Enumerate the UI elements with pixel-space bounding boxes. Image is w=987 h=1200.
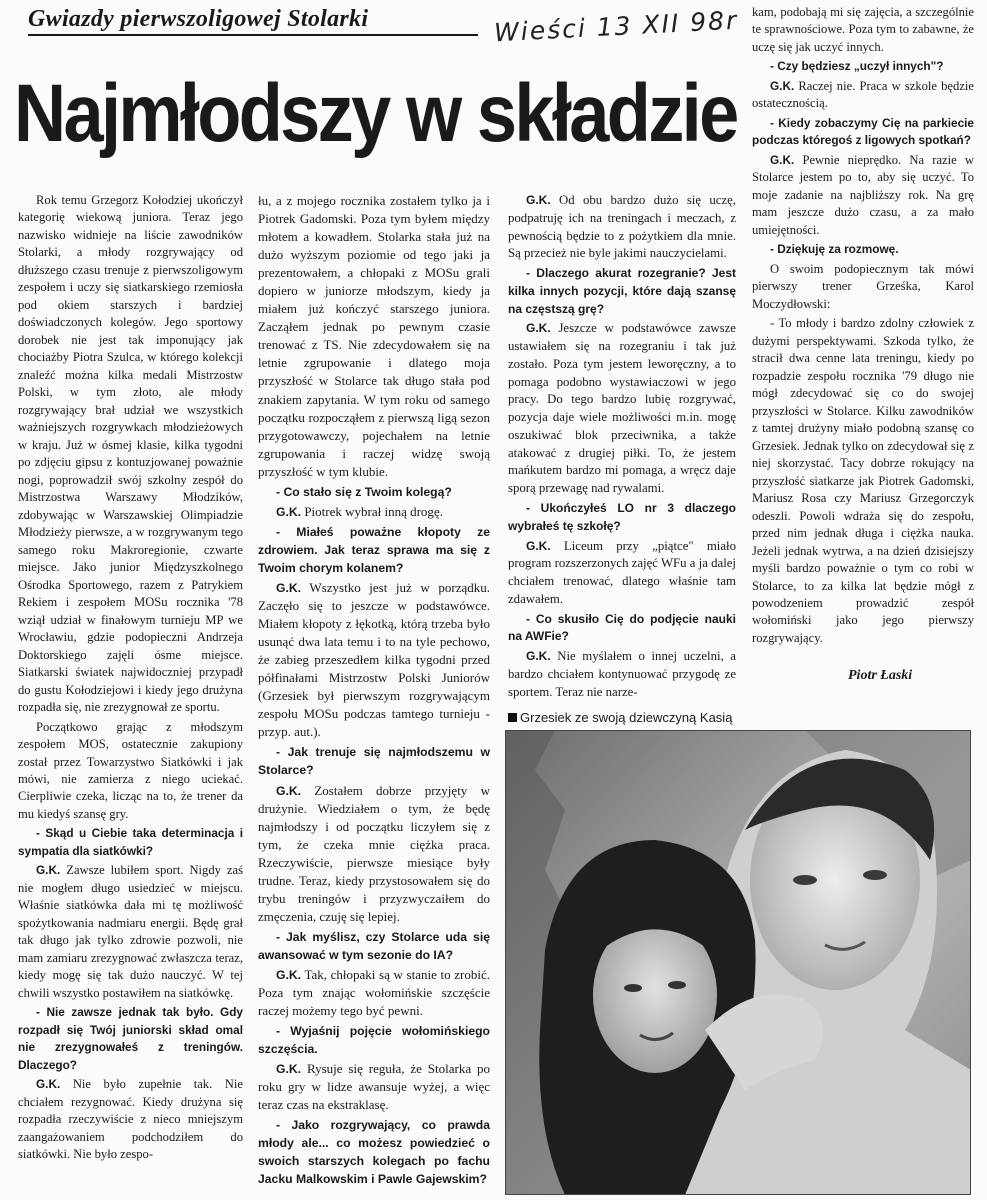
interview-answer <box>508 648 736 701</box>
interview-answer <box>258 503 490 521</box>
interview-question: - Kiedy zobaczymy Cię na parkiecie podczas któregoś z ligowych spotkań? <box>752 115 974 148</box>
speaker-initials: G.K. <box>276 783 302 798</box>
photo-image <box>505 730 971 1195</box>
interview-answer <box>258 782 490 926</box>
interview-answer <box>752 152 974 239</box>
interview-question: - Wyjaśnij pojęcie wołomińskiego szczęścia. <box>258 1024 490 1057</box>
interview-answer <box>508 538 736 609</box>
body-paragraph: Początkowo grając z młodszym zespołem MOS, ostatecznie zakupiony został przez Towarzystwo Siatkówki i jak mówi, nie zamierza z niego uciekać. Cierpliwie czeka, licząc na to, że trener da mu kiedyś szansę gry. <box>18 719 243 821</box>
handwritten-date: Wieści 13 XII 98r <box>493 5 739 48</box>
column-2 <box>258 192 490 1191</box>
answer-text: Zawsze lubiłem sport. Nigdy zaś nie mogłem długo usiedzieć w miejscu. Właśnie siatkówka dała mi tę możliwość spożytkowania nadmiaru energii. Będę grał tak długo jak tylko zdrowie pozwoli, nie mam zamiaru zrezygnować zwłaszcza teraz, kiedy mogę się tak dużo nauczyć. W tej chwili wszystko postawiłem na siatkówkę. <box>18 863 243 1000</box>
answer-text: Nie myślałem o innej uczelni, a bardzo chciałem kontynuować przygodę ze sportem. Teraz nie narze- <box>508 649 736 699</box>
interview-answer <box>18 1076 243 1163</box>
column-3 <box>508 192 736 703</box>
body-paragraph: łu, a z mojego rocznika zostałem tylko ja i Piotrek Gadomski. Poza tym byłem między młotem a kowadłem. Stolarka stała już na dużo wyższym poziomie od tego jaki ja prezentowałem, a chłopaki z MOSu grali dopiero w juniorze młodszym, kiedy ja miałem już kończyć starszego juniora. Zacząłem jednak po pewnym czasie trenować z TS. Nie zdecydowałem się na letnie zgrupowanie i dlatego moja przyszłość w Stolarce tak długo stała pod znakiem zapytania. W tym roku od samego początku rozpocząłem z pierwszą ligą sezon przygotowawczy, pojechałem na letnie zgrupowania i raczej widzę swoją przyszłość w tym klubie. <box>258 193 490 479</box>
headline: Najmłodszy w składzie <box>14 68 737 159</box>
column-1 <box>18 192 243 1166</box>
interview-question: - Nie zawsze jednak tak było. Gdy rozpadł się Twój juniorski skład omal nie zrezygnowałeś z treningów. Dlaczego? <box>18 1005 243 1072</box>
photo-caption <box>508 710 732 725</box>
answer-text: Raczej nie. Praca w szkole będzie ostatecznością. <box>752 78 974 111</box>
interview-answer <box>258 966 490 1020</box>
answer-text: Rysuje się reguła, że Stolarka po roku gry w lidze awansuje wyżej, a więc teraz czas na ekstraklasę. <box>258 1061 490 1113</box>
column-4 <box>752 4 974 649</box>
interview-question: - Miałeś poważne kłopoty ze zdrowiem. Jak teraz sprawa ma się z Twoim chorym kolanem? <box>258 524 490 575</box>
interview-question: - Jako rozgrywający, co prawda młody ale... co możesz powiedzieć o swoich starszych kolegach po fachu Jacku Malkowskim i Pawle Gajewskim? <box>258 1118 490 1187</box>
speaker-initials: G.K. <box>526 538 551 553</box>
interview-question: - Co stało się z Twoim kolegą? <box>276 484 452 499</box>
interview-answer <box>18 862 243 1002</box>
speaker-initials: G.K. <box>276 580 302 595</box>
answer-text: Wszystko jest już w porządku. Zaczęło się to jeszcze w podstawówce. Miałem kłopoty z łękotką, którą trzeba było usunąć dwa lata temu i to na tyle pechowo, że zabieg przeszedłem kilka tygodni przed półfinałami Mistrzostw Polski Juniorów (Grzesiek był pierwszym rozgrywającym zespołu MOSu podczas tamtego turnieju - przyp. aut.). <box>258 579 490 740</box>
answer-text: Liceum przy „piątce" miało program rozszerzonych zajęć WFu a ja dalej chciałem trenować, dlatego właśnie tam zdawałem. <box>508 538 736 606</box>
interview-answer <box>258 1060 490 1114</box>
speaker-initials: G.K. <box>36 863 61 878</box>
speaker-initials: G.K. <box>526 649 551 664</box>
speaker-initials: G.K. <box>36 1077 61 1092</box>
body-paragraph: - To młody i bardzo zdolny człowiek z dużymi perspektywami. Szkoda tylko, że stracił dwa cenne lata treningu, kiedy po rozpadzie zespołu rocznika '79 długo nie mógł zdecydować się co do swojej przyszłości w Stolarce. Kilku zawodników z tamtej drużyny miało podobną szansę co Grzesiek. Jednak tylko on zdecydował się z niej skorzystać. Tacy dobrze rokujący na przyszłość siatkarze jak Piotrek Gadomski, Mariusz Rosa czy Mariusz Grzegorczyk odeszli. Powoli wdraża się do zespołu, przed nim jednak długa i ciężka nauka. Jeżeli jednak wytrwa, a na dzień dzisiejszy myśli bardzo poważnie o tym co robi w Stolarce, to za kilka lat będzie mógł z powodzeniem prowadzić zespół wołomiński jako jego pierwszy rozgrywający. <box>752 316 974 645</box>
answer-text: Piotrek wybrał inną drogę. <box>301 503 443 519</box>
speaker-initials: G.K. <box>770 78 795 93</box>
body-paragraph: Rok temu Grzegorz Kołodziej ukończył kategorię wiekową juniora. Teraz jego nazwisko widnieje na liście zawodników Stolarki, a młody rozgrywający od dłuższego czasu trenuje z pierwszoligowym zespołem i uczy się siatkarskiego rzemiosła pod okiem starszych i bardziej doświadczonych kolegów. Jego sportowy dorobek nie jest tak imponujący jak chociażby Piotra Szulca, w którego kolekcji znaleźć można kilka medali Mistrzostw Polski, w tym złoto, ale młody rozgrywający brał udział we wszystkich ważniejszych rozgrywkach młodzieżowych w kraju. Już w ósmej klasie, kilka tygodni po zdjęciu gipsu z kontuzjowanej poważnie nogi, poprowadził swój szkolny zespół do Mistrzostwa Warszawy Młodzików, zdobywając w Warszawskiej Olimpiadzie Młodzieży pierwsze, a w rozgrywanym tego samego roku Makroregionie, czwarte miejsce. Jako junior Międzyszkolnego Ośrodka Sportowego, razem z Patrykiem Rekiem i zespołem MOSu rocznika '78 wziął udział w finałowym turnieju MP we Wrocławiu, gdzie podopieczni Andrzeja Doktorskiego zajęli ósme miejsce. Siatkarski światek najwidoczniej przypadł do gustu Kołodziejowi i kiedy jego drużyna rozpadła się, nie zrezygnował ze sportu. <box>18 193 243 715</box>
interview-question: - Skąd u Ciebie taka determinacja i sympatia dla siatkówki? <box>18 826 243 858</box>
interview-answer <box>508 192 736 263</box>
interview-question: - Czy będziesz „uczył innych"? <box>770 59 944 74</box>
speaker-initials: G.K. <box>276 1062 302 1077</box>
speaker-initials: G.K. <box>526 321 551 336</box>
interview-answer <box>258 579 490 741</box>
answer-text: Zostałem dobrze przyjęty w drużynie. Wiedziałem o tym, że będę najmłodszy i od początku liczyłem się z tym, że czeka mnie ciężka praca. Rzeczywiście, pierwsze miesiące były trudne. Teraz, kiedy przystosowałem się do trybu treningów i przyzwyczaiłem do zmęczenia, czuję się lepiej. <box>258 782 490 924</box>
interview-answer <box>752 78 974 113</box>
answer-text: Od obu bardzo dużo się uczę, podpatruję ich na treningach i meczach, z pewnością będzie to z pożytkiem dla mnie. Są przecież nie byle jakimi nauczycielami. <box>508 193 736 261</box>
interview-question: - Ukończyłeś LO nr 3 dlaczego wybrałeś tę szkołę? <box>508 501 736 533</box>
speaker-initials: G.K. <box>526 193 551 207</box>
interview-question: - Dlaczego akurat rozegranie? Jest kilka innych pozycji, które dają szansę na częstszą grę? <box>508 266 736 316</box>
answer-text: Tak, chłopaki są w stanie to zrobić. Poza tym znając wołomińskie szczęście raczej możemy tego być pewni. <box>258 966 490 1019</box>
interview-question: - Co skusiło Cię do podjęcie nauki na AWFie? <box>508 611 736 644</box>
answer-text: Nie było zupełnie tak. Nie chciałem rezygnować. Kiedy drużyna się rozpadła rzeczywiście z nieco mniejszym zaangażowaniem podchodziłem do siatkówki. Nie było zespo- <box>18 1077 243 1162</box>
author-byline: Piotr Łaski <box>848 668 913 683</box>
answer-text: Pewnie nieprędko. Na razie w Stolarce jestem po to, aby się uczyć. To moje zadanie na najbliższy rok. Na grę mam jeszcze dużo czasu, a za mało umiejętności. <box>752 152 974 237</box>
interview-answer <box>508 320 736 498</box>
photo <box>505 730 971 1195</box>
speaker-initials: G.K. <box>770 152 795 167</box>
interview-question: - Dziękuję za rozmowę. <box>770 242 899 257</box>
speaker-initials: G.K. <box>276 504 302 519</box>
interview-question: - Jak myślisz, czy Stolarce uda się awansować w tym sezonie do IA? <box>258 929 490 962</box>
body-paragraph: O swoim podopiecznym tak mówi pierwszy trener Grześka, Karol Moczydłowski: <box>752 261 974 311</box>
body-paragraph: kam, podobają mi się zajęcia, a szczególnie te sprawnościowe. Poza tym to zabawne, że uczę się jak uczyć innych. <box>752 5 974 54</box>
interview-question: - Jak trenuje się najmłodszemu w Stolarce? <box>258 745 490 778</box>
kicker: Gwiazdy pierwszoligowej Stolarki <box>28 6 478 36</box>
caption-text: Grzesiek ze swoją dziewczyną Kasią <box>520 710 733 725</box>
speaker-initials: G.K. <box>276 967 302 982</box>
answer-text: Jeszcze w podstawówce zawsze ustawiałem się na rozegraniu i tak już zostało. Poza tym jestem leworęczny, a to pomaga podobno wystawiaczowi w jego pracy. Do tego bardzo lubię rozgrywać, pozycja daje wiele możliwości m.in. mogę oszukiwać blok przeciwnika, a także atakować z drugiej piłki. To, że jestem mańkutem bardzo mi pomaga, a wręcz daje sporą przewagę nad rywalami. <box>508 321 736 496</box>
caption-bullet-icon <box>508 713 517 722</box>
